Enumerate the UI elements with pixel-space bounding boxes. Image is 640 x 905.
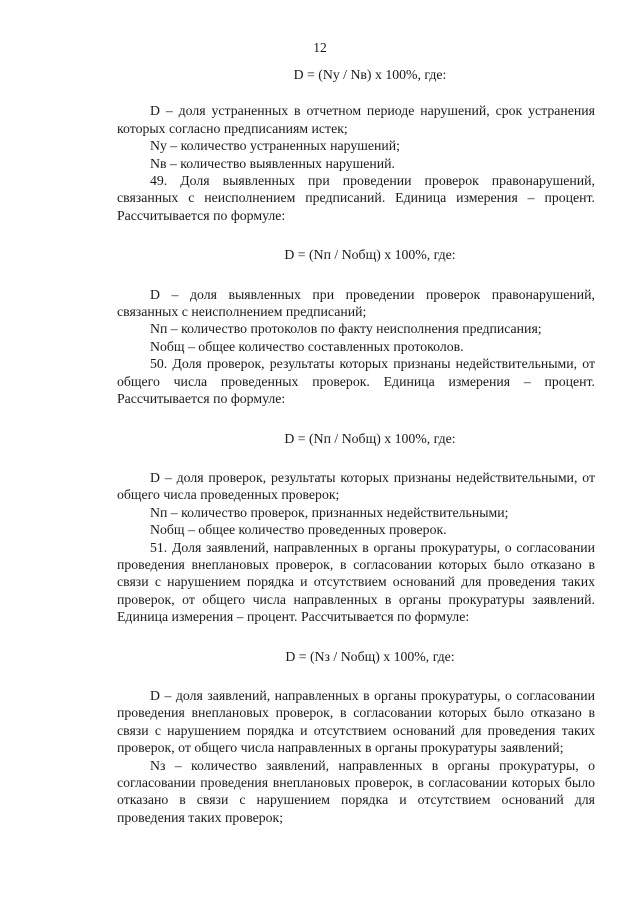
formula-3: D = (Nп / Nобщ) х 100%, где:	[284, 430, 456, 446]
definition-np-checks: Nп – количество проверок, признанных недействительными;	[150, 504, 509, 520]
definition-ny: Nу – количество устраненных нарушений;	[150, 138, 400, 154]
definition-nz: Nз – количество заявлений, направленных в органы прокуратуры, о согласовании проведения внеплановых проверок, в согласовании которых было отказано в связи с нарушением порядка и отсутствием оснований для проведения таких проверок;	[117, 757, 595, 825]
definition-d-2: D – доля выявленных при проведении проверок правонарушений, связанных с неисполнением предписаний;	[117, 286, 595, 320]
page-number: 12	[313, 40, 327, 55]
formula-2: D = (Nп / Nобщ) х 100%, где:	[284, 247, 456, 263]
definition-d-1: D – доля устраненных в отчетном периоде нарушений, срок устранения которых согласно предписаниям истек;	[117, 103, 595, 136]
definition-np-protocols: Nп – количество протоколов по факту неисполнения предписания;	[150, 321, 542, 337]
formula-1: D = (Nу / Nв) х 100%, где:	[293, 67, 447, 82]
definition-d-3: D – доля проверок, результаты которых признаны недействительными, от общего числа проведенных проверок;	[117, 469, 595, 503]
definition-nobsch-checks: Nобщ – общее количество проведенных проверок.	[150, 522, 447, 538]
definition-d-4: D – доля заявлений, направленных в органы прокуратуры, о согласовании проведения внеплановых проверок, в согласовании которых было отказано в связи с нарушением порядка и отсутствием оснований для проведения таких проверок, от общего числа направленных в органы прокуратуры заявлений;	[117, 687, 595, 756]
item-50: 50. Доля проверок, результаты которых признаны недействительными, от общего числа проведенных проверок. Единица измерения – процент. Рассчитывается по формуле:	[117, 356, 595, 407]
document-body	[117, 66, 595, 826]
item-49: 49. Доля выявленных при проведении проверок правонарушений, связанных с неисполнением предписаний. Единица измерения – процент. Рассчитывается по формуле:	[117, 173, 595, 223]
definition-nv: Nв – количество выявленных нарушений.	[150, 155, 395, 171]
definition-nobsch-protocols: Nобщ – общее количество составленных протоколов.	[150, 338, 464, 354]
item-51: 51. Доля заявлений, направленных в органы прокуратуры, о согласовании проведения внеплановых проверок, в согласовании которых было отказано в связи с нарушением порядка и отсутствием оснований для проведения таких проверок, от общего числа направленных в органы прокуратуры заявлений. Единица измерения – процент. Рассчитывается по формуле:	[117, 539, 595, 625]
formula-4: D = (Nз / Nобщ) х 100%, где:	[285, 648, 455, 664]
